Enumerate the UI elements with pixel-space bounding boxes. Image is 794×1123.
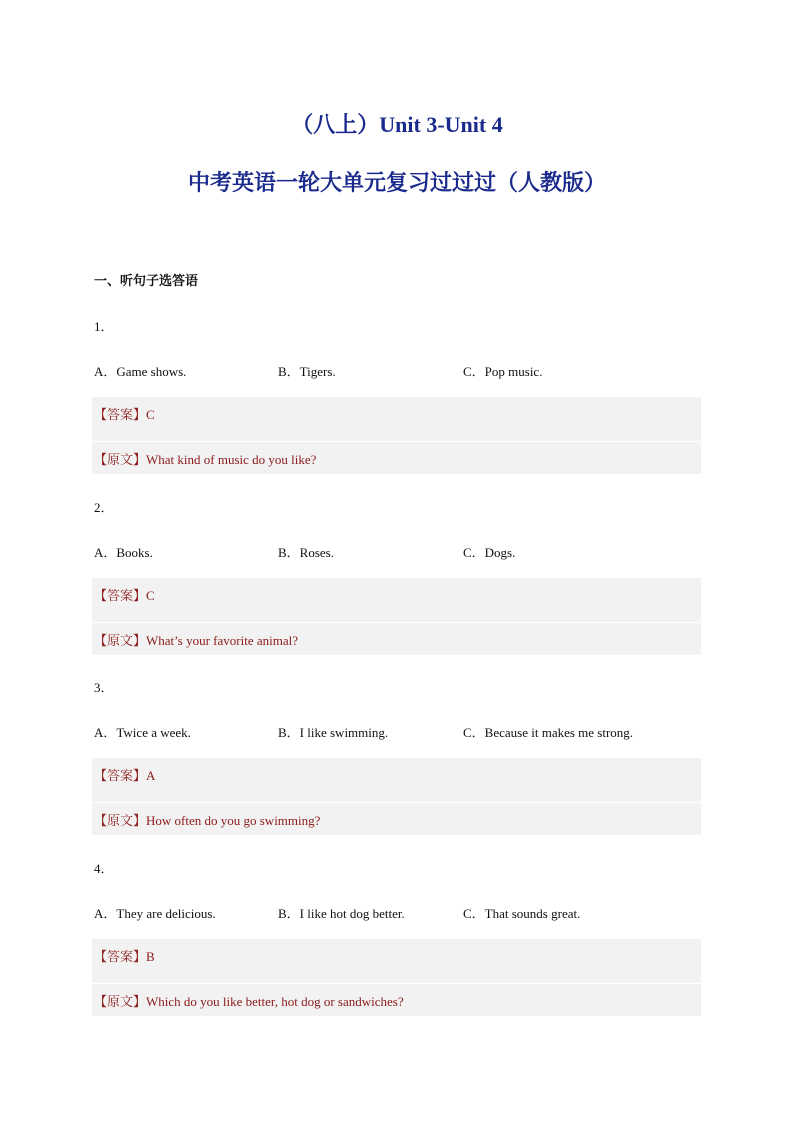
answer-value: B — [146, 949, 155, 964]
source-line — [94, 449, 316, 468]
option-c: C．Dogs. — [463, 545, 516, 560]
answer-box — [92, 758, 701, 835]
answer-divider — [92, 622, 701, 623]
option-b: B．I like swimming. — [278, 725, 389, 740]
answer-line — [94, 404, 155, 423]
document-subtitle: 中考英语一轮大单元复习过过过（人教版） — [187, 171, 606, 196]
option-a: A．Game shows. — [94, 364, 187, 379]
answer-line — [94, 946, 155, 965]
source-line — [94, 991, 404, 1010]
section-heading: 一、听句子选答语 — [94, 274, 199, 289]
source-line — [94, 810, 320, 829]
answer-divider — [92, 983, 701, 984]
question-options — [94, 903, 702, 923]
source-tag: 【原文】 — [94, 453, 147, 468]
source-tag: 【原文】 — [94, 814, 147, 829]
document-title: （八上）Unit 3-Unit 4 — [291, 112, 503, 137]
question-options — [94, 722, 702, 742]
answer-tag: 【答案】 — [94, 950, 147, 965]
source-text: What’s your favorite animal? — [146, 633, 298, 648]
question-options — [94, 542, 702, 562]
source-tag: 【原文】 — [94, 634, 147, 649]
source-text: Which do you like better, hot dog or sandwiches? — [146, 994, 404, 1009]
option-b: B．I like hot dog better. — [278, 906, 405, 921]
option-b: B．Tigers. — [278, 364, 336, 379]
answer-box — [92, 578, 701, 655]
question-options — [94, 361, 702, 381]
source-line — [94, 630, 298, 649]
option-c: C．Pop music. — [463, 364, 543, 379]
answer-divider — [92, 441, 701, 442]
answer-value: C — [146, 407, 155, 422]
answer-tag: 【答案】 — [94, 769, 147, 784]
answer-value: C — [146, 588, 155, 603]
answer-tag: 【答案】 — [94, 589, 147, 604]
option-a: A．They are delicious. — [94, 906, 216, 921]
answer-divider — [92, 802, 701, 803]
answer-value: A — [146, 768, 156, 783]
source-tag: 【原文】 — [94, 995, 147, 1010]
question-number: 2． — [94, 500, 114, 515]
answer-line — [94, 765, 155, 784]
answer-box — [92, 939, 701, 1016]
question-number: 4． — [94, 861, 114, 876]
option-a: A．Books. — [94, 545, 153, 560]
answer-tag: 【答案】 — [94, 408, 147, 423]
answer-box — [92, 397, 701, 474]
option-a: A．Twice a week. — [94, 725, 191, 740]
answer-line — [94, 585, 155, 604]
option-c: C．Because it makes me strong. — [463, 725, 634, 740]
option-b: B．Roses. — [278, 545, 334, 560]
source-text: How often do you go swimming? — [146, 813, 321, 828]
source-text: What kind of music do you like? — [146, 452, 317, 467]
option-c: C．That sounds great. — [463, 906, 581, 921]
question-number: 1． — [94, 319, 114, 334]
question-number: 3． — [94, 680, 114, 695]
